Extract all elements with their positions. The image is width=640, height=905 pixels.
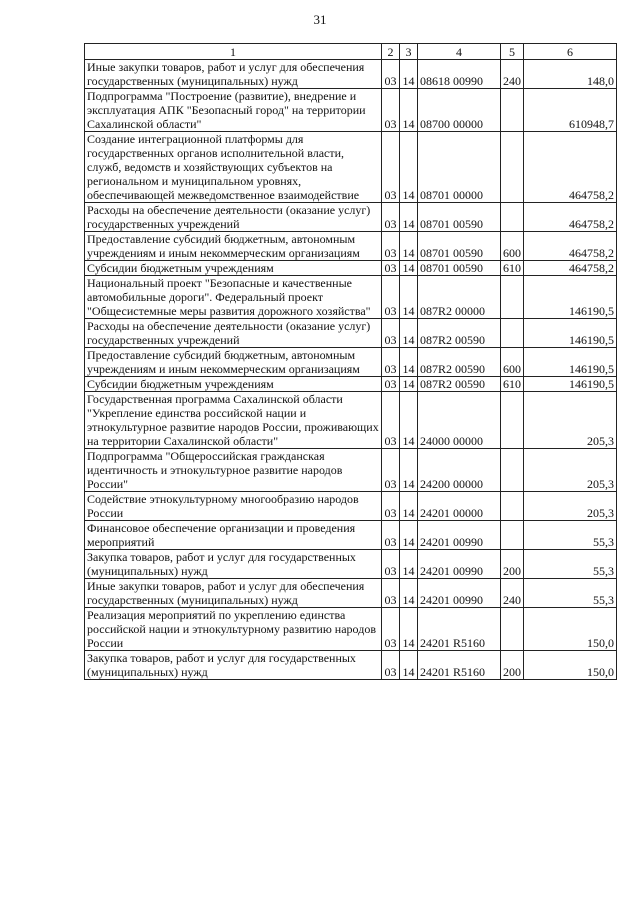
expense-type-code: 240 [501,579,524,608]
section-code: 03 [382,89,400,132]
target-article-code: 24201 00990 [418,550,501,579]
row-name: Подпрограмма "Общероссийская гражданская идентичность и этнокультурное развитие народов России" [85,449,382,492]
expense-type-code [501,319,524,348]
section-code: 03 [382,319,400,348]
target-article-code: 087R2 00590 [418,319,501,348]
row-name: Создание интеграционной платформы для государственных органов исполнительной власти, служб, ведомств и хозяйствующих субъектов на региональном и муниципальном уровнях, обеспечивающей межведомственное взаимодействие [85,132,382,203]
expense-type-code [501,203,524,232]
column-header: 1 [85,44,382,60]
amount: 610948,7 [524,89,617,132]
amount: 205,3 [524,392,617,449]
target-article-code: 087R2 00590 [418,377,501,392]
section-code: 03 [382,521,400,550]
expense-type-code: 610 [501,377,524,392]
expense-type-code [501,276,524,319]
target-article-code: 24201 00990 [418,579,501,608]
table-row [85,579,617,608]
amount: 55,3 [524,521,617,550]
table-row [85,319,617,348]
row-name: Предоставление субсидий бюджетным, автономным учреждениям и иным некоммерческим организациям [85,232,382,261]
target-article-code: 08701 00000 [418,132,501,203]
row-name: Субсидии бюджетным учреждениям [85,377,382,392]
section-code: 03 [382,232,400,261]
target-article-code: 24201 00990 [418,521,501,550]
subsection-code: 14 [400,261,418,276]
budget-table [84,43,617,680]
table-row [85,492,617,521]
subsection-code: 14 [400,348,418,377]
row-name: Государственная программа Сахалинской области "Укрепление единства российской нации и этнокультурное развитие народов России, проживающих на территории Сахалинской области" [85,392,382,449]
target-article-code: 08618 00990 [418,60,501,89]
section-code: 03 [382,449,400,492]
row-name: Содействие этнокультурному многообразию народов России [85,492,382,521]
column-header: 6 [524,44,617,60]
table-row [85,60,617,89]
amount: 150,0 [524,651,617,680]
amount: 150,0 [524,608,617,651]
row-name: Предоставление субсидий бюджетным, автономным учреждениям и иным некоммерческим организациям [85,348,382,377]
section-code: 03 [382,377,400,392]
amount: 146190,5 [524,377,617,392]
section-code: 03 [382,550,400,579]
expense-type-code: 600 [501,348,524,377]
subsection-code: 14 [400,449,418,492]
expense-type-code: 240 [501,60,524,89]
subsection-code: 14 [400,276,418,319]
table-row [85,377,617,392]
row-name: Национальный проект "Безопасные и качественные автомобильные дороги". Федеральный проект "Общесистемные меры развития дорожного хозяйства" [85,276,382,319]
expense-type-code [501,392,524,449]
expense-type-code [501,608,524,651]
section-code: 03 [382,608,400,651]
target-article-code: 08700 00000 [418,89,501,132]
table-row [85,608,617,651]
target-article-code: 24201 R5160 [418,608,501,651]
section-code: 03 [382,60,400,89]
column-header: 2 [382,44,400,60]
row-name: Подпрограмма "Построение (развитие), внедрение и эксплуатация АПК "Безопасный город" на территории Сахалинской области" [85,89,382,132]
expense-type-code [501,89,524,132]
target-article-code: 087R2 00000 [418,276,501,319]
row-name: Закупка товаров, работ и услуг для государственных (муниципальных) нужд [85,550,382,579]
amount: 464758,2 [524,203,617,232]
row-name: Иные закупки товаров, работ и услуг для обеспечения государственных (муниципальных) нужд [85,579,382,608]
expense-type-code: 610 [501,261,524,276]
subsection-code: 14 [400,579,418,608]
expense-type-code: 200 [501,651,524,680]
section-code: 03 [382,392,400,449]
table-row [85,232,617,261]
row-name: Реализация мероприятий по укреплению единства российской нации и этнокультурному развитию народов России [85,608,382,651]
expense-type-code: 200 [501,550,524,579]
table-row [85,550,617,579]
section-code: 03 [382,203,400,232]
row-name: Расходы на обеспечение деятельности (оказание услуг) государственных учреждений [85,319,382,348]
amount: 464758,2 [524,261,617,276]
amount: 55,3 [524,550,617,579]
table-row [85,521,617,550]
row-name: Расходы на обеспечение деятельности (оказание услуг) государственных учреждений [85,203,382,232]
table-row [85,132,617,203]
table-row [85,89,617,132]
expense-type-code [501,132,524,203]
row-name: Иные закупки товаров, работ и услуг для обеспечения государственных (муниципальных) нужд [85,60,382,89]
subsection-code: 14 [400,203,418,232]
amount: 55,3 [524,579,617,608]
row-name: Закупка товаров, работ и услуг для государственных (муниципальных) нужд [85,651,382,680]
target-article-code: 08701 00590 [418,232,501,261]
amount: 146190,5 [524,276,617,319]
row-name: Финансовое обеспечение организации и проведения мероприятий [85,521,382,550]
section-code: 03 [382,276,400,319]
target-article-code: 24201 00000 [418,492,501,521]
amount: 464758,2 [524,132,617,203]
subsection-code: 14 [400,232,418,261]
subsection-code: 14 [400,492,418,521]
table-row [85,348,617,377]
target-article-code: 08701 00590 [418,261,501,276]
table-row [85,261,617,276]
subsection-code: 14 [400,319,418,348]
subsection-code: 14 [400,550,418,579]
expense-type-code [501,449,524,492]
amount: 146190,5 [524,319,617,348]
row-name: Субсидии бюджетным учреждениям [85,261,382,276]
subsection-code: 14 [400,651,418,680]
section-code: 03 [382,132,400,203]
target-article-code: 24000 00000 [418,392,501,449]
column-header: 5 [501,44,524,60]
table-row [85,203,617,232]
subsection-code: 14 [400,392,418,449]
section-code: 03 [382,579,400,608]
table-row [85,276,617,319]
section-code: 03 [382,492,400,521]
expense-type-code [501,492,524,521]
amount: 205,3 [524,492,617,521]
target-article-code: 24201 R5160 [418,651,501,680]
subsection-code: 14 [400,521,418,550]
amount: 464758,2 [524,232,617,261]
target-article-code: 24200 00000 [418,449,501,492]
subsection-code: 14 [400,89,418,132]
column-header: 3 [400,44,418,60]
target-article-code: 08701 00590 [418,203,501,232]
column-header: 4 [418,44,501,60]
subsection-code: 14 [400,132,418,203]
expense-type-code [501,521,524,550]
expense-type-code: 600 [501,232,524,261]
page-number: 31 [313,12,327,27]
table-row [85,449,617,492]
amount: 205,3 [524,449,617,492]
subsection-code: 14 [400,377,418,392]
section-code: 03 [382,261,400,276]
target-article-code: 087R2 00590 [418,348,501,377]
amount: 148,0 [524,60,617,89]
subsection-code: 14 [400,60,418,89]
table-row [85,651,617,680]
section-code: 03 [382,651,400,680]
table-row [85,392,617,449]
amount: 146190,5 [524,348,617,377]
table-header-row [85,44,617,60]
section-code: 03 [382,348,400,377]
subsection-code: 14 [400,608,418,651]
